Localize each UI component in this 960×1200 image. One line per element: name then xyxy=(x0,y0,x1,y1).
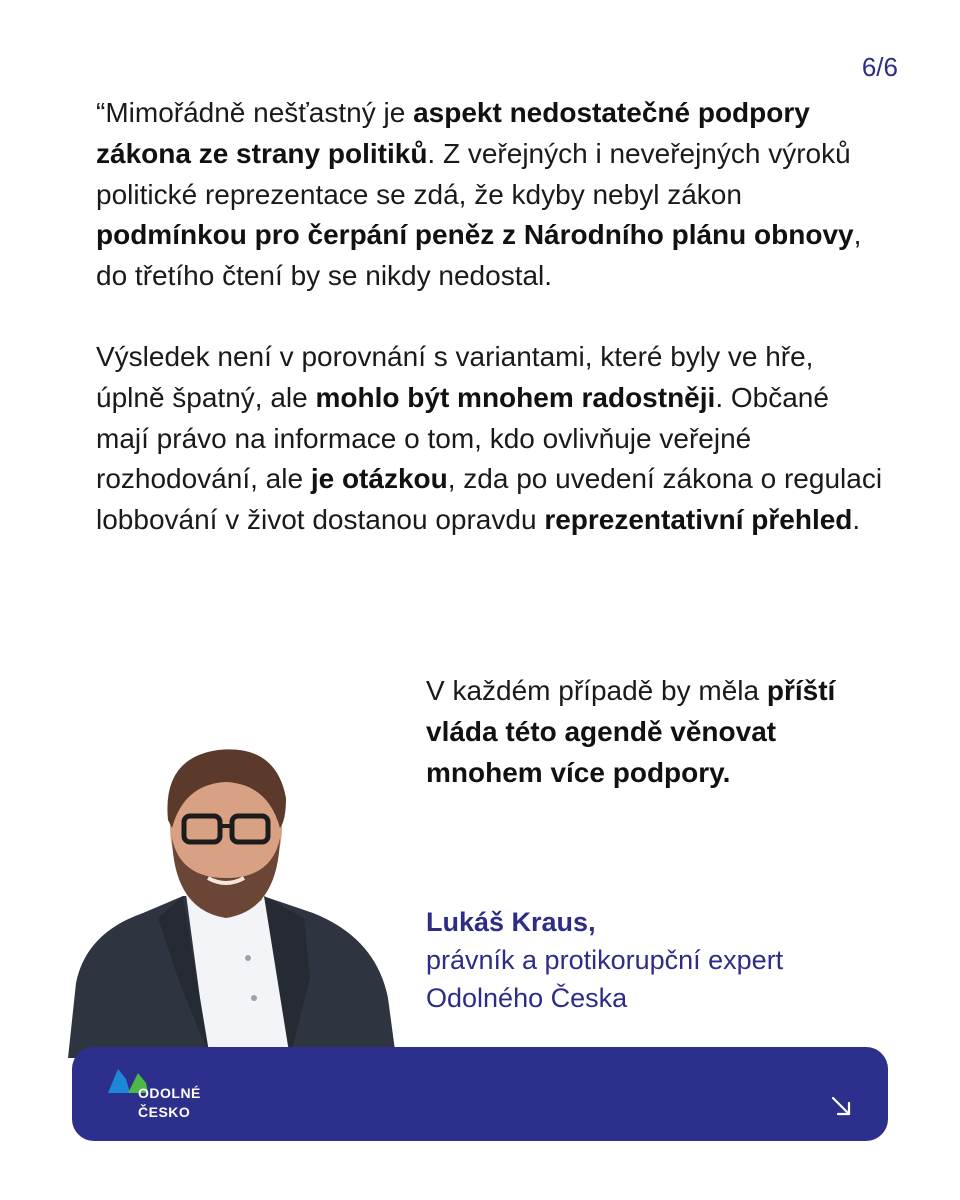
bold-segment: mohlo být mnohem radostněji xyxy=(315,381,716,413)
logo-text-line-1: ODOLNÉ xyxy=(138,1085,201,1101)
author-role: právník a protikorupční expert xyxy=(426,945,784,975)
page-number: 6/6 xyxy=(861,52,898,82)
brand-logo xyxy=(106,1065,236,1125)
bold-segment: podmínkou pro čerpání peněz z Národního plánu obnovy xyxy=(96,219,854,251)
text-segment: , zda po uvedení zákona o regulaci lobbování v život dostanou opravdu xyxy=(96,463,883,536)
text-segment: . Z veřejných i neveřejných výroků politické reprezentace se zdá, že kdyby nebyl zákon xyxy=(96,137,851,210)
text-segment: . xyxy=(852,504,861,536)
paragraph-1 xyxy=(96,93,886,297)
paragraph-2 xyxy=(96,337,886,541)
pull-quote xyxy=(426,670,886,793)
author-name: Lukáš Kraus, xyxy=(426,907,596,937)
text-segment: “Mimořádně nešťastný je xyxy=(96,97,414,128)
bold-segment: aspekt nedostatečné podpory zákona ze strany politiků xyxy=(96,97,810,169)
author-attribution xyxy=(426,903,896,1017)
bold-segment: je otázkou xyxy=(310,463,448,495)
logo-text-line-2: ČESKO xyxy=(138,1104,191,1120)
quote-bold-text: příští vláda této agendě věnovat mnohem více podpory. xyxy=(426,675,836,788)
text-segment: . Občané mají právo na informace o tom, kdo ovlivňuje veřejné rozhodování, ale xyxy=(96,381,829,495)
quote-text: V každém případě by měla xyxy=(426,675,767,706)
text-segment: , do třetího čtení by se nikdy nedostal. xyxy=(96,219,862,292)
author-organization: Odolného Česka xyxy=(426,983,628,1013)
text-segment: Výsledek není v porovnání s variantami, které byly ve hře, úplně špatný, ale xyxy=(96,340,814,413)
footer-bar xyxy=(72,1047,888,1141)
bold-segment: reprezentativní přehled xyxy=(544,504,853,536)
article-body xyxy=(96,93,886,541)
arrow-down-right-icon[interactable] xyxy=(830,1095,852,1117)
author-portrait xyxy=(58,728,408,1058)
